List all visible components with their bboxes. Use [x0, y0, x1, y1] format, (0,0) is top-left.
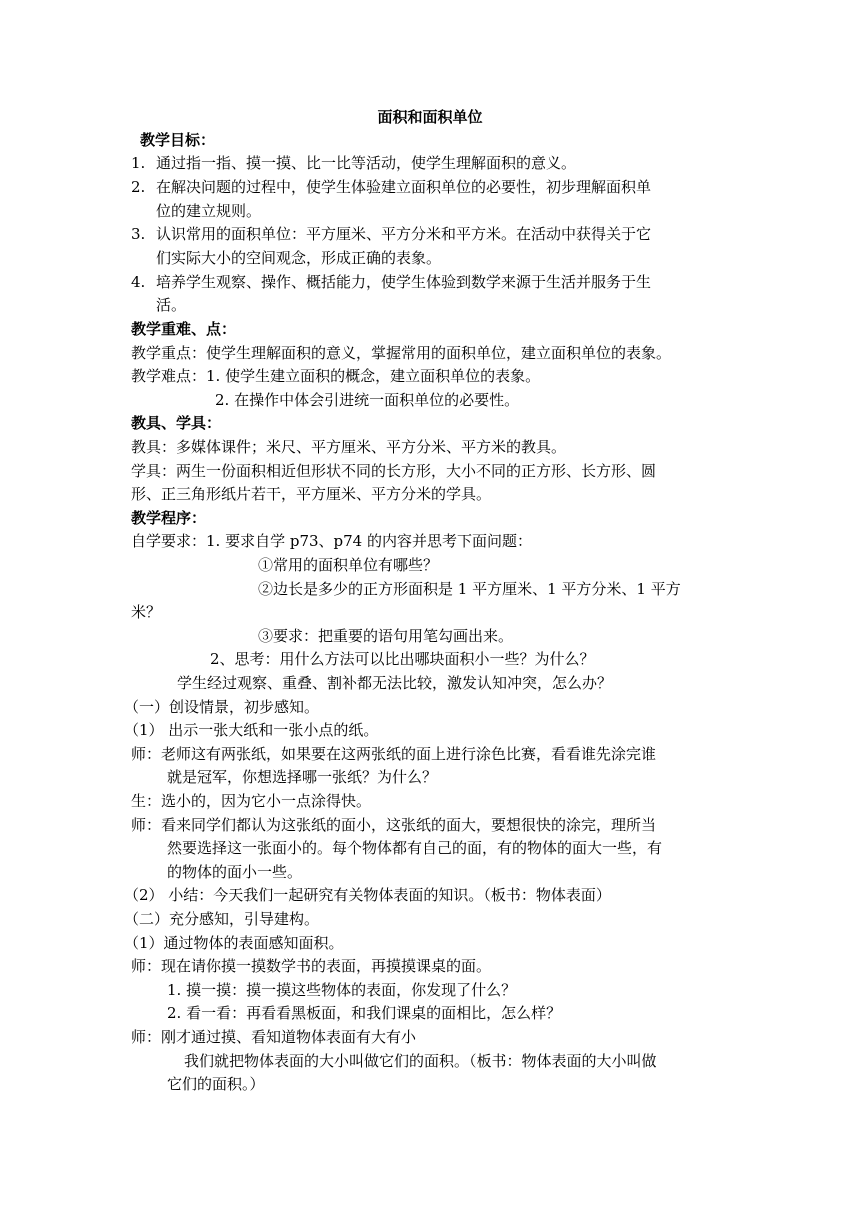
student-tools-cont: 形、正三角形纸片若干，平方厘米、平方分米的学具。 — [131, 485, 492, 503]
think-question: 2、思考：用什么方法可以比出哪块面积小一些？为什么？ — [210, 650, 595, 668]
key-point-text: 教学重点：使学生理解面积的意义，掌握常用的面积单位，建立面积单位的表象。 — [131, 344, 672, 362]
student-tools: 学具：两生一份面积相近但形状不同的长方形，大小不同的正方形、长方形、圆 — [131, 462, 657, 480]
teacher-tools: 教具：多媒体课件；米尺、平方厘米、平方分米、平方米的教具。 — [131, 438, 567, 456]
section-1-heading: （一）创设情景，初步感知。 — [124, 698, 320, 716]
objective-3-num: 3. — [131, 225, 146, 243]
section-2-heading: （二）充分感知，引导建构。 — [124, 910, 320, 928]
teacher-line-1-cont: 就是冠军，你想选择哪一张纸？为什么？ — [167, 768, 438, 786]
objective-1-text: 通过指一指、摸一摸、比一比等活动，使学生理解面积的意义。 — [156, 154, 577, 172]
teacher-line-3: 师：现在请你摸一摸数学书的表面，再摸摸课桌的面。 — [131, 957, 492, 975]
activity-look: 2. 看一看：再看看黑板面，和我们课桌的面相比，怎么样？ — [167, 1004, 562, 1022]
section-1-summary: （2） 小结：今天我们一起研究有关物体表面的知识。（板书：物体表面） — [124, 886, 611, 904]
difficult-point-1: 教学难点：1. 使学生建立面积的概念，建立面积单位的表象。 — [131, 367, 541, 385]
question-3: ③要求：把重要的语句用笔勾画出来。 — [258, 627, 514, 645]
question-1: ①常用的面积单位有哪些？ — [258, 556, 439, 574]
objectives-heading: 教学目标： — [140, 131, 216, 149]
procedure-heading: 教学程序： — [131, 509, 207, 527]
difficult-point-2: 2. 在操作中体会引进统一面积单位的必要性。 — [215, 391, 520, 409]
objective-1-num: 1. — [131, 154, 146, 172]
section-1-step-1: （1） 出示一张大纸和一张小点的纸。 — [124, 721, 379, 739]
objective-4-num: 4. — [131, 273, 146, 291]
key-points-heading: 教学重难、点： — [131, 320, 237, 338]
teacher-line-4: 师：刚才通过摸、看知道物体表面有大有小 — [131, 1028, 417, 1046]
objective-4-text: 培养学生观察、操作、概括能力，使学生体验到数学来源于生活并服务于生 — [156, 273, 652, 291]
teacher-line-2: 师：看来同学们都认为这张纸的面小，这张纸的面大，要想很快的涂完，理所当 — [131, 816, 657, 834]
teacher-line-1: 师：老师这有两张纸，如果要在这两张纸的面上进行涂色比赛，看看谁先涂完谁 — [131, 745, 657, 763]
conclusion-line: 我们就把物体表面的大小叫做它们的面积。（板书：物体表面的大小叫做 — [184, 1052, 657, 1070]
objective-3-text-cont: 们实际大小的空间观念，形成正确的表象。 — [156, 249, 442, 267]
objective-2-text-cont: 位的建立规则。 — [156, 202, 262, 220]
section-2-step-1: （1）通过物体的表面感知面积。 — [124, 934, 344, 952]
objective-2-num: 2. — [131, 178, 146, 196]
question-2-cont: 米？ — [131, 603, 162, 621]
student-line-1: 生：选小的，因为它小一点涂得快。 — [131, 792, 372, 810]
tools-heading: 教具、学具： — [131, 414, 222, 432]
page-title: 面积和面积单位 — [377, 108, 483, 126]
teacher-line-2-cont: 然要选择这一张面小的。每个物体都有自己的面，有的物体的面大一些，有 — [167, 839, 663, 857]
conclusion-line-cont: 它们的面积。） — [167, 1075, 265, 1093]
self-study-requirement: 自学要求：1. 要求自学 p73、p74 的内容并思考下面问题： — [131, 532, 532, 550]
objective-4-text-cont: 活。 — [156, 296, 187, 314]
objective-2-text: 在解决问题的过程中，使学生体验建立面积单位的必要性，初步理解面积单 — [156, 178, 652, 196]
cognitive-conflict: 学生经过观察、重叠、割补都无法比较，激发认知冲突，怎么办？ — [177, 674, 613, 692]
teacher-line-2-cont-2: 的物体的面小一些。 — [167, 863, 303, 881]
objective-3-text: 认识常用的面积单位：平方厘米、平方分米和平方米。在活动中获得关于它 — [156, 225, 652, 243]
question-2: ②边长是多少的正方形面积是 1 平方厘米、1 平方分米、1 平方 — [258, 580, 681, 598]
activity-touch: 1. 摸一摸：摸一摸这些物体的表面，你发现了什么？ — [167, 981, 517, 999]
